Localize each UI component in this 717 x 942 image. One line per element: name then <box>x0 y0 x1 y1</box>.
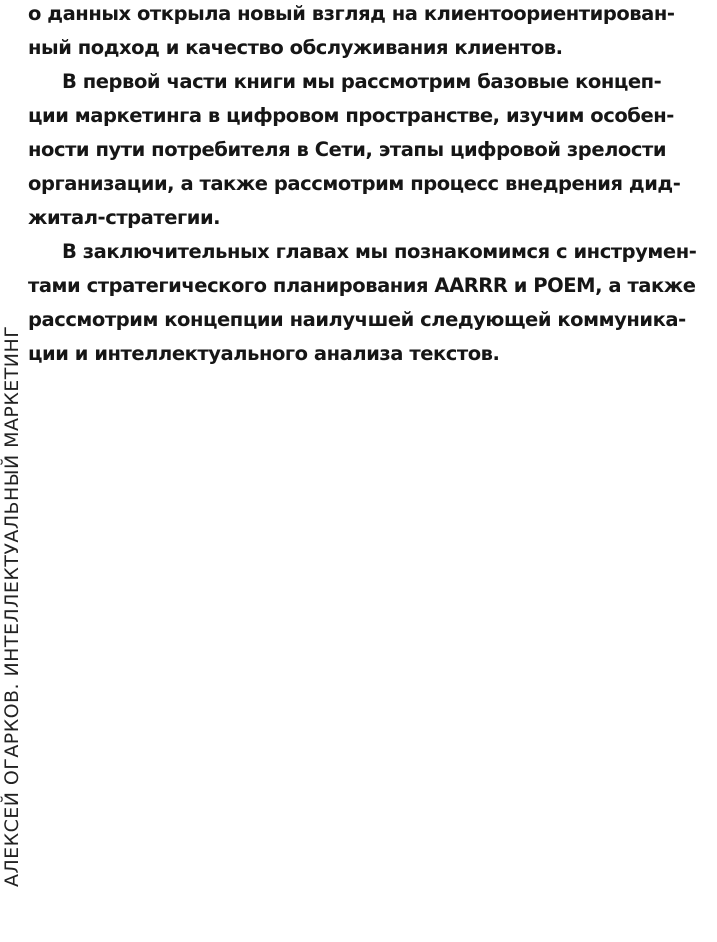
text-line: житал-стратегии. <box>28 206 221 229</box>
text-line: организации, а также рассмотрим процесс внедрения дид- <box>28 172 681 195</box>
running-head: АЛЕКСЕЙ ОГАРКОВ. ИНТЕЛЛЕКТУАЛЬНЫЙ МАРКЕТИНГ <box>1 325 23 887</box>
text-line: ный подход и качество обслуживания клиентов. <box>28 36 563 59</box>
text-line: рассмотрим концепции наилучшей следующей коммуника- <box>28 308 686 331</box>
text-line: ции и интеллектуального анализа текстов. <box>28 342 500 365</box>
text-line: В заключительных главах мы познакомимся с инструмен- <box>62 240 697 263</box>
text-line: о данных открыла новый взгляд на клиентоориентирован- <box>28 2 675 25</box>
text-line: ции маркетинга в цифровом пространстве, изучим особен- <box>28 104 674 127</box>
text-line: ности пути потребителя в Сети, этапы цифровой зрелости <box>28 138 667 161</box>
text-line: тами стратегического планирования AARRR и POEM, а также <box>28 274 696 297</box>
text-line: В первой части книги мы рассмотрим базовые концеп- <box>62 70 662 93</box>
